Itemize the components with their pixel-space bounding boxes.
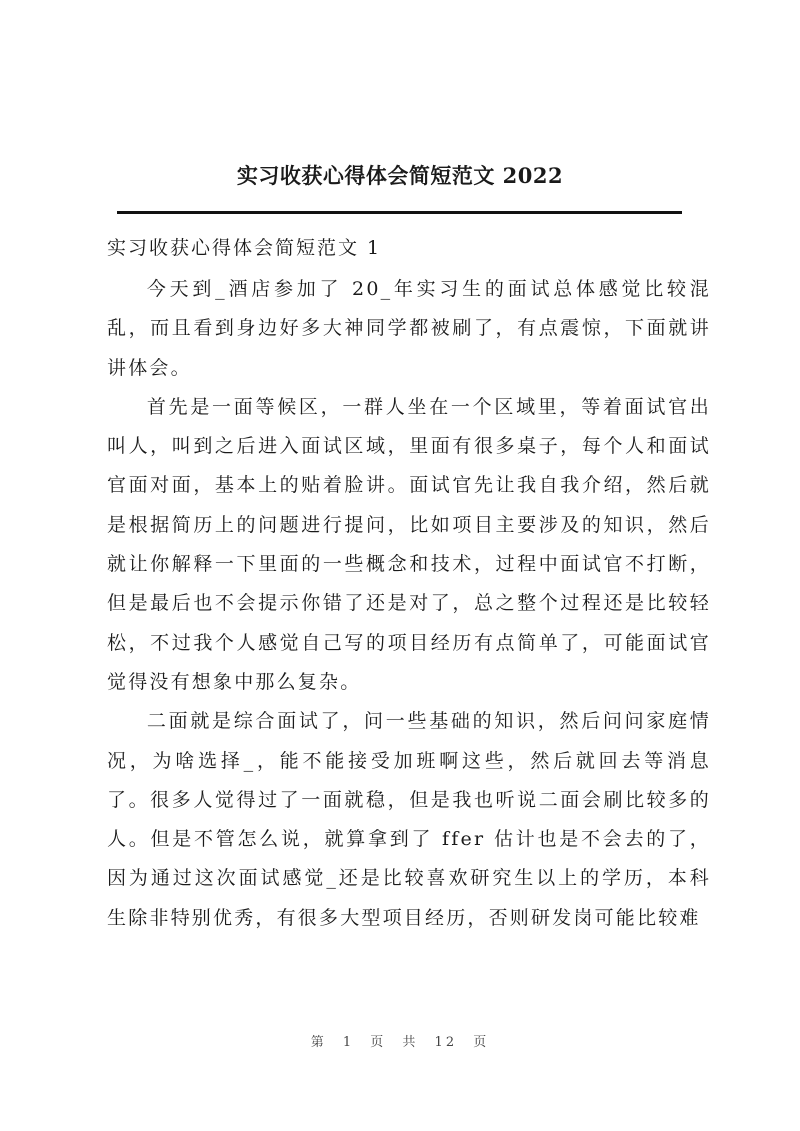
- paragraph-2: 首先是一面等候区，一群人坐在一个区域里，等着面试官出叫人，叫到之后进入面试区域，里面有很多桌子，每个人和面试官面对面，基本上的贴着脸讲。面试官先让我自我介绍，然后就是根据简历上的问题进行提问，比如项目主要涉及的知识，然后就让你解释一下里面的一些概念和技术，过程中面试官不打断，但是最后也不会提示你错了还是对了，总之整个过程还是比较轻松，不过我个人感觉自己写的项目经历有点简单了，可能面试官觉得没有想象中那么复杂。: [107, 395, 711, 693]
- document-body: [107, 270, 711, 938]
- title-divider: [117, 211, 682, 214]
- page-footer: 第 1 页 共 12 页: [310, 1035, 490, 1050]
- section-heading: 实习收获心得体会简短范文 1: [107, 237, 382, 259]
- document-title: 实习收获心得体会简短范文 2022: [236, 163, 564, 188]
- paragraph-1: 今天到_酒店参加了 20_年实习生的面试总体感觉比较混乱，而且看到身边好多大神同学都被刷了，有点震惊，下面就讲讲体会。: [107, 278, 711, 379]
- paragraph-3: 二面就是综合面试了，问一些基础的知识，然后问问家庭情况，为啥选择_，能不能接受加班啊这些，然后就回去等消息了。很多人觉得过了一面就稳，但是我也听说二面会刷比较多的人。但是不管怎么说，就算拿到了 ffer 估计也是不会去的了，因为通过这次面试感觉_还是比较喜欢研究生以上的学历，本科生除非特别优秀，有很多大型项目经历，否则研发岗可能比较难: [107, 710, 711, 929]
